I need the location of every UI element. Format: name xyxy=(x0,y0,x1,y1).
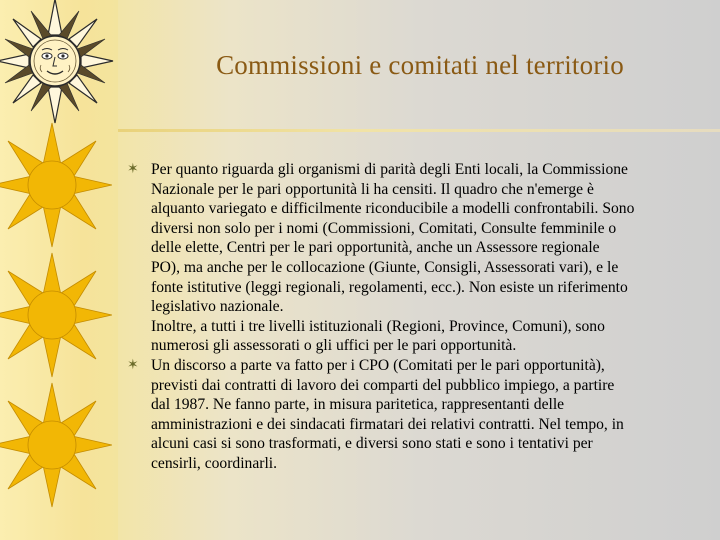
sun-icon xyxy=(0,120,112,250)
bullet-text: Un discorso a parte va fatto per i CPO (Comitati per le pari opportunità), previsti dai contratti di lavoro dei comparti del pubblico impiego, a partire dal 1987. Ne fanno parte, in misura paritetica, rappresentanti delle amministrazioni e dei sindacati firmatari dei relativi contratti. Nel tempo, in alcuni casi si sono trasformati, e diversi sono stati e sono i tentativi per censirli, coordinarli. xyxy=(151,356,624,472)
bullet-marker-icon: ✶ xyxy=(127,357,139,373)
slide-body xyxy=(127,160,713,474)
bullet-item xyxy=(127,160,713,356)
slide-title: Commissioni e comitati nel territorio xyxy=(216,50,624,80)
bullet-item xyxy=(127,356,713,474)
sun-face-icon xyxy=(0,0,115,125)
bullet-text: Per quanto riguarda gli organismi di parità degli Enti locali, la Commissione Nazionale per le pari opportunità li ha censiti. Il quadro che n'emerge è alquanto variegato e difficilmente riconducibile a modelli confrontabili. Sono diversi non solo per i nomi (Commissioni, Comitati, Consulte femminile o delle elette, Centri per le pari opportunità, anche un Assessore regionale PO), ma anche per le collocazione (Giunte, Consigli, Assessorati vari), e le fonte istitutive (leggi regionali, regolamenti, ecc.). Non esiste un riferimento legislativo nazionale. Inoltre, a tutti i tre livelli istituzionali (Regioni, Province, Comuni), sono numerosi gli assessorati o gli uffici per le pari opportunità. xyxy=(151,161,635,355)
title-divider xyxy=(118,129,720,132)
bullet-marker-icon: ✶ xyxy=(127,162,139,177)
sun-icon xyxy=(0,380,112,510)
sun-icon xyxy=(0,250,112,380)
